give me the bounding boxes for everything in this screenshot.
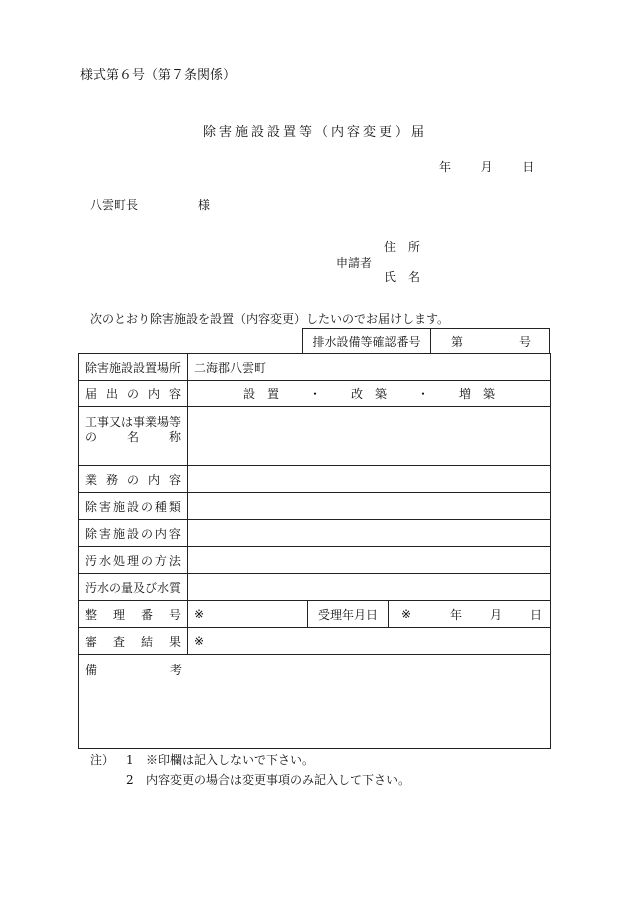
label-char: 汚 <box>85 553 98 568</box>
name-label-char: 名 <box>408 270 421 284</box>
address-label <box>384 238 420 255</box>
label-char: 称 <box>168 430 181 444</box>
label-char: 害 <box>98 499 111 514</box>
treatment-method-label <box>79 547 188 573</box>
label-char: の <box>140 499 153 514</box>
label-char: 番 <box>140 607 153 622</box>
row-business-content <box>79 466 550 493</box>
label-char: 施 <box>112 499 125 514</box>
confirmation-number-field[interactable] <box>431 329 549 353</box>
label-char: の <box>140 553 153 568</box>
row-location <box>79 354 550 381</box>
business-name-label-line2 <box>85 430 181 445</box>
date-day: 日 <box>522 160 535 174</box>
label-char: 内 <box>154 526 167 541</box>
label-char: 設 <box>126 499 139 514</box>
location-value[interactable]: 二海郡八雲町 <box>194 360 267 375</box>
footnote-1 <box>90 750 410 770</box>
address-label-char: 住 <box>384 240 397 254</box>
address-label-char: 所 <box>408 240 421 254</box>
label-char: 理 <box>126 553 139 568</box>
label-char: 方 <box>154 553 167 568</box>
label-char: 処 <box>112 553 125 568</box>
row-review-result <box>79 628 550 655</box>
row-remarks <box>79 655 550 748</box>
label-char: 除 <box>85 499 98 514</box>
volume-quality-label: 汚水の量及び水質 <box>79 574 188 600</box>
row-facility-content <box>79 520 550 547</box>
label-char: の <box>126 387 139 401</box>
label-char: 審 <box>85 634 98 649</box>
label-char: 害 <box>98 526 111 541</box>
date-year: 年 <box>439 160 452 174</box>
label-char: 備 <box>85 663 98 677</box>
row-volume-quality <box>79 574 550 601</box>
row-notification <box>79 381 550 407</box>
label-char: 整 <box>85 607 98 622</box>
footnotes <box>90 750 410 790</box>
label-char: 内 <box>147 387 160 401</box>
receipt-date-label: 受理年月日 <box>307 601 389 627</box>
footnote-prefix: 注） <box>90 753 115 767</box>
facility-content-value[interactable] <box>188 520 550 546</box>
submission-date <box>439 158 534 175</box>
label-char: 号 <box>168 607 181 622</box>
label-char: 設 <box>126 526 139 541</box>
receipt-day: 日 <box>529 607 542 622</box>
facility-type-value[interactable] <box>188 493 550 519</box>
label-char: 理 <box>112 607 125 622</box>
confirmation-prefix: 第 <box>451 334 464 349</box>
receipt-date-value <box>389 601 550 627</box>
confirmation-suffix: 号 <box>518 334 531 349</box>
label-char: 除 <box>85 526 98 541</box>
label-char: 容 <box>168 387 181 401</box>
choice-separator: ・ <box>308 387 321 401</box>
name-label <box>384 268 420 285</box>
receipt-mark: ※ <box>401 607 412 621</box>
label-char: の <box>140 526 153 541</box>
review-result-value: ※ <box>194 634 205 648</box>
label-char: 類 <box>168 499 181 514</box>
row-facility-type <box>79 493 550 520</box>
label-char: 果 <box>168 634 181 649</box>
row-reference-number <box>79 601 550 628</box>
label-char: 名 <box>126 430 139 444</box>
footnote-text: ※印欄は記入しないで下さい。 <box>146 753 315 767</box>
name-label-char: 氏 <box>384 270 397 284</box>
treatment-method-value[interactable] <box>188 547 550 573</box>
volume-quality-value[interactable] <box>188 574 550 600</box>
date-month: 月 <box>480 160 493 174</box>
label-char: 種 <box>154 499 167 514</box>
choice-extend[interactable]: 増 築 <box>459 387 496 401</box>
confirmation-number-label: 排水設備等確認番号 <box>303 329 431 353</box>
business-name-label <box>79 407 188 465</box>
footnote-number: 2 <box>126 773 134 787</box>
label-char: 水 <box>98 553 111 568</box>
notification-choices[interactable] <box>188 381 550 406</box>
confirmation-number-box <box>302 328 550 353</box>
choice-install[interactable]: 設 置 <box>242 387 279 401</box>
notification-label <box>79 381 188 406</box>
location-label: 除害施設設置場所 <box>79 354 188 380</box>
review-result-label <box>79 628 188 654</box>
reference-number-value: ※ <box>194 607 205 621</box>
label-char: 法 <box>168 553 181 568</box>
label-char: 業 <box>85 472 98 487</box>
label-char: 施 <box>112 526 125 541</box>
label-char: 務 <box>105 472 118 487</box>
form-number: 様式第６号（第７条関係） <box>80 68 237 83</box>
addressee <box>90 196 210 213</box>
label-char: の <box>126 472 139 487</box>
facility-content-label <box>79 520 188 546</box>
remarks-field[interactable] <box>79 678 550 748</box>
receipt-year: 年 <box>449 607 462 622</box>
label-char: の <box>85 430 98 444</box>
label-char: 内 <box>147 472 160 487</box>
footnote-text: 内容変更の場合は変更事項のみ記入して下さい。 <box>146 773 411 787</box>
addressee-name: 八雲町長 <box>90 198 139 212</box>
facility-type-label <box>79 493 188 519</box>
label-char: 結 <box>140 634 153 649</box>
remarks-label <box>79 655 188 678</box>
footnote-2 <box>90 770 410 790</box>
business-name-value[interactable] <box>188 407 550 465</box>
reference-number-label <box>79 601 188 627</box>
label-char: 考 <box>169 663 182 677</box>
footnote-number: 1 <box>126 753 134 767</box>
business-name-label-line1: 工事又は事業場等 <box>85 415 182 429</box>
row-business-name <box>79 407 550 466</box>
applicant-label: 申請者 <box>336 256 373 270</box>
row-treatment-method <box>79 547 550 574</box>
addressee-honorific: 様 <box>198 198 211 212</box>
receipt-month: 月 <box>489 607 502 622</box>
business-content-label <box>79 466 188 492</box>
label-char: 容 <box>168 472 181 487</box>
document-title: 除害施設設置等（内容変更）届 <box>202 125 427 140</box>
application-table <box>78 353 551 749</box>
label-char: 出 <box>105 387 118 401</box>
choice-renovate[interactable]: 改 築 <box>350 387 387 401</box>
label-char: 査 <box>112 634 125 649</box>
label-char: 届 <box>85 387 98 401</box>
choice-separator: ・ <box>417 387 430 401</box>
business-content-value[interactable] <box>188 466 550 492</box>
intro-text: 次のとおり除害施設を設置（内容変更）したいのでお届けします。 <box>90 312 450 326</box>
label-char: 容 <box>168 526 181 541</box>
